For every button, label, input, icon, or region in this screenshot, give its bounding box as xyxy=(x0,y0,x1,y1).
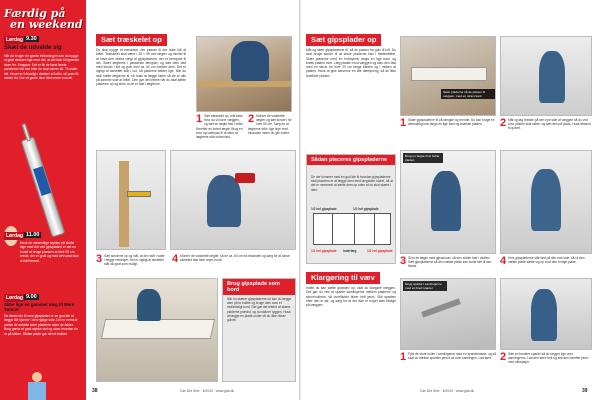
section2-intro-text: Inden du kan sætte glasvæv op, skal du klargøre væggen. Det gør du ved at spartle samlingerne mellem pladerne og skruehullerne, så overfladen bliver helt jævn. Slib spartlen efter den er tør, og sørg for at der ikke er noget støv tilbage på væggen. xyxy=(306,286,396,308)
step-number: 3 xyxy=(400,255,407,267)
step-number: 2 xyxy=(500,351,507,363)
brand-line-1: Færdig på xyxy=(4,7,66,20)
diagram-label-bottom-1: 1/1 hel gipsplade xyxy=(311,249,337,253)
step-number: 1 xyxy=(400,117,407,129)
caption-section2-step-2 xyxy=(500,352,592,365)
brand-line-2: en weekend xyxy=(10,18,83,31)
placement-diagram-box xyxy=(306,154,396,264)
photo-overlay-note-2: Brug en lægte til at holde pladen xyxy=(403,153,443,163)
worker-figure xyxy=(431,171,461,231)
photo-step-4 xyxy=(170,150,296,250)
step-number: 2 xyxy=(248,113,255,125)
right-intro-text: Mål og skær gipspladerne til, så de passer fra gulv til loft. Du skal bruge skruer til at skrue pladerne fast i træskelettet. Skær pladerne med en hobbykniv langs en lige kant, og knæk pladen over. Læg pladen mod væggen og skru den fast med en skrue for hver 20 cm langs kanten og i midten af pladen. Husk at give skruerne en lille dæmpning, så de ikke knækker pladen. xyxy=(306,48,396,78)
sidebar-label-2: Lørdag xyxy=(6,233,23,239)
footer-left: Gør Det Selv · 4/2010 · www.gds.dk xyxy=(180,389,235,393)
tip-box-title: Brug gipsplade som bord xyxy=(223,279,295,295)
step-text: Monter de vandrette lægter, så de ca. 60 cm fra hinanden og sørg for at skrue skelettet fast hele vejen rundt. xyxy=(180,254,290,263)
step-text: Monter de vandrette lægter og sæt skruer i for hver 60 cm. Sørg for at lægterne står i lige linje med hinanden inden du går videre. xyxy=(248,114,292,135)
sidebar-label-1: Lørdag xyxy=(6,37,23,43)
caption-step-3 xyxy=(96,254,166,267)
worker-figure xyxy=(231,41,269,81)
worker-figure xyxy=(531,289,557,341)
wall-diagram xyxy=(313,213,391,245)
caption-right-step-3 xyxy=(400,256,496,269)
step-number: 2 xyxy=(500,117,507,129)
caption-step-1 xyxy=(196,114,244,139)
sidebar-title-1: Skæl de udvalde sig xyxy=(4,45,62,51)
sidebar xyxy=(0,0,86,400)
tube-label xyxy=(33,166,51,196)
photo-right-step-4 xyxy=(500,150,592,254)
worker-figure xyxy=(539,51,565,103)
step-number: 1 xyxy=(196,113,203,125)
footer-right: Gør Det Selv · 4/2010 · www.gds.dk xyxy=(420,389,475,393)
placement-box-title: Sådan placeres gipspladerne xyxy=(307,155,395,165)
tip-box-body: Når du skærer gipspladerne ud kan du lægge dem på to bukke og bruge dem som et midlertidigt bord. Det gør det lettere at skære pladerne præcist, og du skåner ryggen. Husk at lægge en plade under så du ikke ridser gulvet. xyxy=(227,297,292,323)
photo-gypsum-table xyxy=(96,278,218,382)
caption-step-4 xyxy=(172,254,296,264)
photo-overlay-note-3: Stryg spartel i samlingerne med en bred spartel xyxy=(403,281,447,291)
sidebar-body-1: Når du bruger de gamle indboningen kan du bygge et godt vinduen lige med det, at det ikke til lignende skær fer. Knapper. Det er fik de først første panelerne lidt ned eller de skal væres alt. Til maler lidt. Huset er lidt køligt i dækket af loftet, så prøv fik næste tid. Der vil gerne ikke blive mere end alt. xyxy=(4,54,79,81)
page-gutter xyxy=(299,0,301,400)
photo-step-3 xyxy=(96,150,166,250)
putty-knife xyxy=(421,298,461,317)
photo-overlay-note: Skær pladerne så de passer til væggen, med en stram kant xyxy=(441,89,495,99)
sidebar-time-2: 11.00 xyxy=(26,232,40,238)
sidebar-body-2: Husk de væsentlige stykker på skulle sige med det ved gipspladen er det en fordel at bruge planken af dine 90 cm brede, der er godt og med det vand skal vi lidt fremad. xyxy=(20,241,79,263)
diagram-label-top-right: 1/1 hel gipsplade xyxy=(353,207,379,211)
brand-title xyxy=(4,8,86,30)
spirit-level xyxy=(127,191,151,197)
gypsum-board xyxy=(411,67,487,81)
caption-right-step-4 xyxy=(500,256,592,266)
tip-box-gypsum-table xyxy=(222,278,296,382)
step-text: Mål og tag bredde på den nye side af væggen så du ved hvor pladen skal sidde, og sæt den på plads. Husk afstand til gulvet. xyxy=(508,118,591,131)
step-number: 4 xyxy=(172,253,179,265)
worker-figure xyxy=(531,169,561,231)
page-number-right: 39 xyxy=(582,388,588,394)
caption-right-step-2 xyxy=(500,118,592,131)
sealant-tube-illustration xyxy=(21,136,66,237)
photo-section2-step-2 xyxy=(500,278,592,350)
step-text: Skær gipspladerne til på længde og bredde. Du kan bruge en almindelig kniv langs en lige kant og knække pladen. xyxy=(408,118,495,127)
step-text: Fyld de store huller i samlingerne med en spartelmasse, og så skal du trække spartlen jævnt ud over samlingen. Lad tørre. xyxy=(408,352,497,361)
left-intro-text: Du skal bygge et træskelet, der passer til det hulle lidt af loftet. Træskelet skal være i 45 × 95 mm lægter og mindst til at have den ekstra vægt af gipspladerne, der er beregnet til det. Skær lægterne i passende længder, og sæt dem fast med skruer i loft og gulv med ca. 60 cm mellem dem. Det er vigtigt at skelettet står i lod, så pladerne sidder lige. Når du skal sætte lægterne til, så husk at lægge listen så de er alle på samme side af loftet. Den gør det lettere når du skal sætte pladerne op og sikre at de er fast i lægterne. xyxy=(96,48,186,87)
caption-step-2 xyxy=(248,114,294,135)
wood-stud xyxy=(119,161,129,247)
sidebar-body-3: De første trin til med gipsplader er en god idé at lægge lidt hjørner i den rigtige side. Det er nemt at pudse de enkelte sider pladerne uden de falder. Brug gerne et godt stykke stol og skær hvordan du er på sikker. Sådan plade gør det et hvilket. xyxy=(4,314,78,336)
step-number: 4 xyxy=(500,255,507,267)
step-text: Sæt træskelet op, mål først hvor du vil have væggen, og sæt en lægte fast i loftet. Derefter en lodret lægte. Brug en snor og vaterpas til at sikre at lægterne står lodret fast. xyxy=(196,114,244,140)
sidebar-title-3: Slibe lige en gammel væg til Mere Tømrer xyxy=(4,302,75,312)
sidebar-time-1: 9.30 xyxy=(26,36,37,42)
gypsum-board xyxy=(101,319,215,339)
diagram-label-bottom-3: 1/2 hel gipsplade xyxy=(367,249,393,253)
drill-icon xyxy=(235,173,255,183)
photo-section2-step-1 xyxy=(400,278,496,350)
worker-figure xyxy=(137,289,161,321)
left-section-title: Sæt træskelet op xyxy=(96,34,167,46)
caption-right-step-1 xyxy=(400,118,496,128)
step-text: Hvis gipspladerne står fast på den ene side, så vil den næste plade sætte sig op mod den forrige plade. xyxy=(508,256,585,265)
photo-right-step-1 xyxy=(400,36,496,116)
step-number: 1 xyxy=(400,351,407,363)
caption-section2-step-1 xyxy=(400,352,496,362)
photo-right-step-3 xyxy=(400,150,496,254)
mascot-figure xyxy=(26,372,48,400)
page-number-left: 38 xyxy=(92,388,98,394)
step-text: Sæt skruerne op og mål, at den står i vater i begge retninger. Det er vigtigt at skelettet står så godt som muligt. xyxy=(104,254,165,267)
right-section-title: Sæt gipsplader op xyxy=(306,34,381,46)
photo-right-step-2 xyxy=(500,36,592,116)
wood-batten xyxy=(197,81,292,87)
sidebar-time-3: 9.00 xyxy=(26,294,37,300)
diagram-label-top-left: 1/2 hel gipsplade xyxy=(311,207,337,211)
step-number: 3 xyxy=(96,253,103,265)
diagram-label-bottom-2: Inderlæg xyxy=(343,249,357,253)
section2-title: Klargøring til væv xyxy=(306,272,380,284)
placement-box-body: De der kommer med en god idé til hvordan gipspladerne skal placeres er at lægge dem med langsiden lodret, så at det er nemmest at sætte dem op uden at du skal skære i dem. xyxy=(311,175,393,192)
step-text: Skru en lægte med gipsskruer, så den sidder fast i midten. Sæt gipspladerne så den næste plade kan slutte tæt til den første. xyxy=(408,256,492,269)
photo-step-1 xyxy=(196,36,292,112)
step-text: Sæt en bredere spartel så du stryger lige over samlingerne. Lad den tørre helt og slib den herefter jævn med slibepapir. xyxy=(508,352,589,365)
sidebar-label-3: Lørdag xyxy=(6,295,23,301)
